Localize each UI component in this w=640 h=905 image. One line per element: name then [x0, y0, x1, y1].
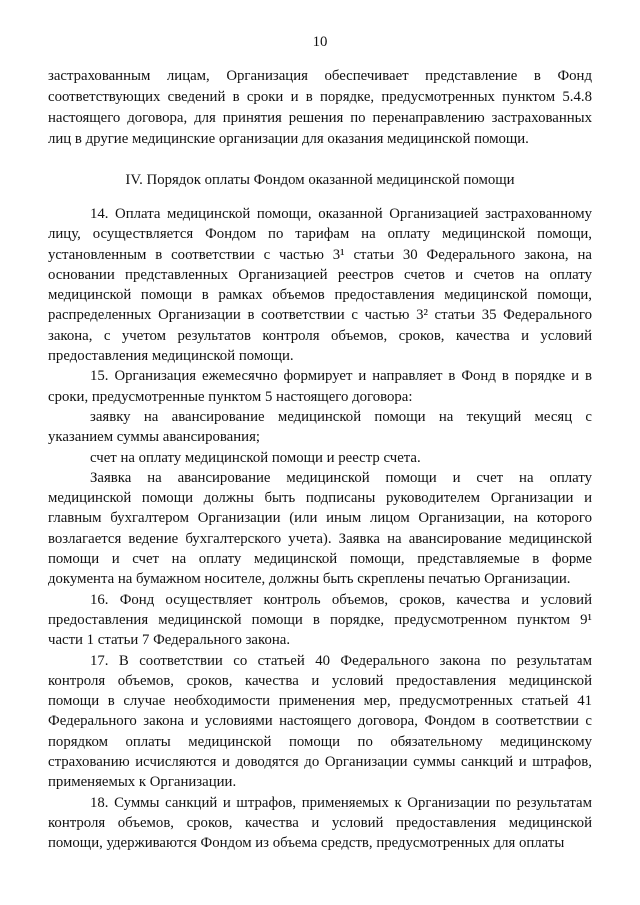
- text-line: указанием суммы авансирования;: [48, 429, 260, 446]
- continued-paragraph: [48, 66, 592, 150]
- text-line: закона, с учетом результатов контроля объемов, сроков, качества и условий: [48, 327, 592, 344]
- text-line: 17. В соответствии со статьей 40 Федерального закона по результатам: [90, 652, 592, 669]
- text-line: застрахованным лицам, Организация обеспечивает представление в Фонд: [48, 68, 592, 84]
- text-line: Федерального закона и условиями настоящего договора, Фондом в соответствии с: [48, 713, 592, 730]
- text-line: страхованию исчисляются и доводятся до Организации суммы санкций и штрафов,: [48, 754, 592, 771]
- text-line: заявку на авансирование медицинской помощи на текущий месяц с: [90, 408, 592, 425]
- text-line: документа на бумажном носителе, должны быть скреплены печатью Организации.: [48, 571, 571, 588]
- text-line: лиц в другие медицинские организации для оказания медицинской помощи.: [48, 131, 529, 147]
- section-body: [48, 204, 592, 854]
- paragraph: [48, 651, 592, 793]
- text-line: главным бухгалтером Организации (или иным лицом Организации, на которого: [48, 510, 592, 527]
- page-number: 10: [312, 34, 328, 50]
- text-line: порядком оплаты медицинской помощи по обязательному медицинскому: [48, 733, 592, 750]
- text-line: медицинской помощи в рамках объемов предоставления медицинской помощи,: [48, 287, 592, 304]
- text-line: предоставления медицинской помощи в порядке, предусмотренном пунктом 9¹: [48, 611, 592, 628]
- text-line: контроля объемов, сроков, качества и условий предоставления медицинской: [48, 672, 592, 689]
- text-line: распределенных Организации в соответствии с частью 3² статьи 35 Федерального: [48, 307, 592, 324]
- text-line: сроки, предусмотренные пунктом 5 настоящего договора:: [48, 388, 413, 405]
- text-line: соответствующих сведений в сроки и в порядке, предусмотренных пунктом 5.4.8: [48, 89, 592, 105]
- paragraph: [48, 366, 592, 407]
- text-line: 15. Организация ежемесячно формирует и направляет в Фонд в порядке и в: [90, 368, 592, 385]
- text-line: лицу, осуществляется Фондом по тарифам на оплату медицинской помощи,: [48, 226, 592, 243]
- text-line: 18. Суммы санкций и штрафов, применяемых к Организации по результатам: [90, 794, 592, 811]
- paragraph: [48, 204, 592, 366]
- text-line: основании представленных Организацией реестров счетов и счетов на оплату: [48, 266, 592, 283]
- text-line: контроля объемов, сроков, качества и условий предоставления медицинской: [48, 814, 592, 831]
- text-line: 16. Фонд осуществляет контроль объемов, сроков, качества и условий: [90, 591, 592, 608]
- paragraph: [48, 793, 592, 854]
- text-line: применяемых к Организации.: [48, 774, 237, 791]
- text-line: помощи в случае необходимости применения мер, предусмотренных статьей 41: [48, 693, 592, 710]
- paragraph: [48, 590, 592, 651]
- text-line: возлагается ведение бухгалтерского учета). Заявка на авансирование медицинской: [48, 530, 592, 547]
- text-line: настоящего договора, для принятия решения по перенаправлению застрахованных: [48, 110, 592, 126]
- text-line: 14. Оплата медицинской помощи, оказанной Организацией застрахованному: [90, 206, 592, 222]
- section-heading: IV. Порядок оплаты Фондом оказанной медицинской помощи: [125, 172, 515, 188]
- text-line: Заявка на авансирование медицинской помощи и счет на оплату: [90, 469, 592, 486]
- text-line: установленным в соответствии с частью 3¹ статьи 30 Федерального закона, на: [48, 246, 592, 263]
- text-line: счет на оплату медицинской помощи и реестр счета.: [90, 449, 421, 466]
- paragraph: [48, 448, 592, 468]
- paragraph: [48, 407, 592, 448]
- text-line: части 1 статьи 7 Федерального закона.: [48, 632, 291, 649]
- text-line: помощи, удерживаются Фондом из объема средств, предусмотренных для оплаты: [48, 835, 565, 852]
- text-line: предоставления медицинской помощи.: [48, 348, 294, 365]
- text-line: медицинской помощи должны быть подписаны руководителем Организации и: [48, 490, 592, 507]
- text-line: помощи и счет на оплату медицинской помощи, представляемые в форме: [48, 551, 592, 568]
- paragraph: [48, 468, 592, 590]
